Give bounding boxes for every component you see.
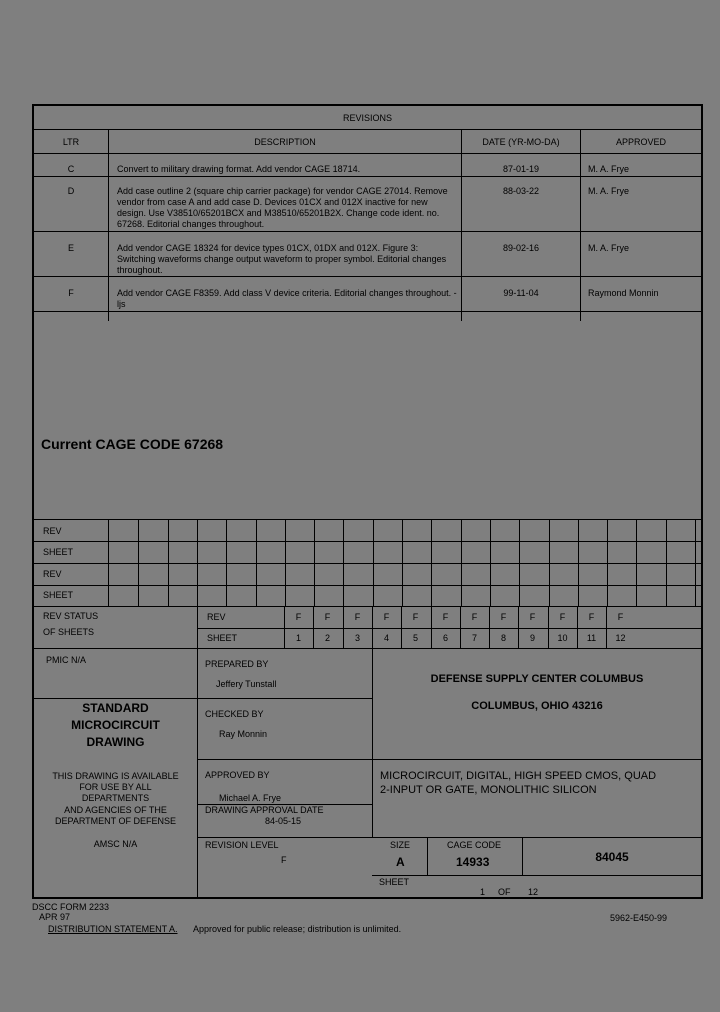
availability-line: DEPARTMENTS [81,793,150,803]
form-number: DSCC FORM 2233 [32,902,110,912]
prepared-by: Jeffery Tunstall [216,679,277,689]
approval-date: 84-05-15 [265,816,302,826]
agency-line-2: COLUMBUS, OHIO 43216 [471,700,603,712]
header-approved: APPROVED [615,137,666,147]
prepared-by-label: PREPARED BY [205,659,269,669]
sheet-total: 12 [528,887,539,897]
approval-date-label: DRAWING APPROVAL DATE [205,805,324,815]
rev-row-description: Add vendor CAGE 18324 for device types 01CX, 01DX and 012X. Figure 3: Switching waveforms change output waveform to proper symbol. Editorial changes throughout. [117,243,447,275]
std-line-2: MICROCIRCUIT [71,718,160,732]
pmic: PMIC N/A [46,655,87,665]
rev-row-ltr: F [68,288,74,298]
form-date: APR 97 [39,912,71,922]
distribution-label: DISTRIBUTION STATEMENT A. [48,924,178,934]
status-rev-cell: F [354,612,361,622]
grid-rev-label: REV [43,569,62,579]
status-rev-cell: F [588,612,595,622]
rev-row-date: 88-03-22 [502,186,540,196]
rev-row-description: Add vendor CAGE F8359. Add class V device criteria. Editorial changes throughout. - ljs [117,288,457,309]
rev-row-ltr: E [67,243,74,253]
sheet-of-label: OF [498,887,511,897]
drawing-title-line-1: MICROCIRCUIT, DIGITAL, HIGH SPEED CMOS, QUAD [380,770,657,782]
sheet-label: SHEET [379,877,410,887]
document-number: 5962-E450-99 [610,913,668,923]
rev-row-date: 87-01-19 [502,164,540,174]
checked-by-label: CHECKED BY [205,709,264,719]
std-line-3: DRAWING [86,735,145,749]
header-description: DESCRIPTION [254,137,316,147]
status-sheet-cell: 2 [324,633,330,643]
status-sheet-cell: 9 [529,633,535,643]
grid-sheet-label: SHEET [43,547,74,557]
status-rev-cell: F [500,612,507,622]
checked-by: Ray Monnin [219,729,268,739]
rev-row-description: Convert to military drawing format. Add vendor CAGE 18714. [117,164,361,174]
rev-row-approved: Raymond Monnin [588,288,659,298]
rev-row-approved: M. A. Frye [588,186,630,196]
rev-row-date: 89-02-16 [502,243,540,253]
availability-line: FOR USE BY ALL [79,782,152,792]
status-rev-cell: F [383,612,390,622]
rev-row-approved: M. A. Frye [588,164,630,174]
size-value: A [396,855,405,869]
drawing-number: 84045 [595,850,629,864]
size-label: SIZE [390,840,411,850]
header-ltr: LTR [62,137,80,147]
rev-row-approved: M. A. Frye [588,243,630,253]
std-line-1: STANDARD [82,701,149,715]
status-sheet-cell: 10 [557,633,568,643]
status-sheet-cell: 6 [442,633,448,643]
status-sheet-cell: 7 [471,633,477,643]
drawing-title-line-2: 2-INPUT OR GATE, MONOLITHIC SILICON [380,784,597,796]
amsc: AMSC N/A [93,839,138,849]
status-sheet-cell: 5 [412,633,418,643]
revision-level: F [281,855,287,865]
status-rev-cell: F [324,612,331,622]
header-date: DATE (YR-MO-DA) [482,137,560,147]
status-sheet-cell: 4 [383,633,389,643]
status-rev-cell: F [471,612,478,622]
revision-level-label: REVISION LEVEL [205,840,279,850]
grid-sheet-label: SHEET [43,590,74,600]
rev-row-ltr: C [67,164,75,174]
status-rev-cell: F [617,612,624,622]
status-sheet-cell: 3 [354,633,360,643]
status-rev-cell: F [442,612,449,622]
current-cage-code: Current CAGE CODE 67268 [41,436,224,452]
grid-rev-label: REV [43,526,62,536]
status-sheet-cell: 8 [500,633,506,643]
distribution-text: Approved for public release; distribution is unlimited. [193,924,402,934]
status-rev-label: REV [207,612,226,622]
availability-line: AND AGENCIES OF THE [64,805,167,815]
rev-status-label: REV STATUS [43,611,99,621]
approved-by: Michael A. Frye [219,793,282,803]
agency-line-1: DEFENSE SUPPLY CENTER COLUMBUS [430,673,644,685]
status-sheet-label: SHEET [207,633,238,643]
status-rev-cell: F [559,612,566,622]
status-rev-cell: F [529,612,536,622]
revisions-title: REVISIONS [342,113,392,123]
status-sheet-cell: 1 [295,633,301,643]
rev-row-date: 99-11-04 [503,288,539,298]
availability-line: THIS DRAWING IS AVAILABLE [52,771,179,781]
sheet-number: 1 [480,887,486,897]
status-sheet-cell: 11 [586,633,597,643]
of-sheets-label: OF SHEETS [43,627,95,637]
availability-line: DEPARTMENT OF DEFENSE [54,816,177,826]
status-sheet-cell: 12 [615,633,626,643]
status-rev-cell: F [295,612,302,622]
status-rev-cell: F [412,612,419,622]
approved-by-label: APPROVED BY [205,770,270,780]
cage-code-value: 14933 [456,855,490,869]
rev-row-description: Add case outline 2 (square chip carrier package) for vendor CAGE 27014. Remove vendor from case A and add case D. Devices 01CX and 012X inactive for new design. Use V38510/65201BCX and M38510/65201B2X. Change code ident. no. 67268. Editorial changes throughout. [117,186,448,229]
rev-row-ltr: D [67,186,75,196]
cage-code-label: CAGE CODE [447,840,502,850]
